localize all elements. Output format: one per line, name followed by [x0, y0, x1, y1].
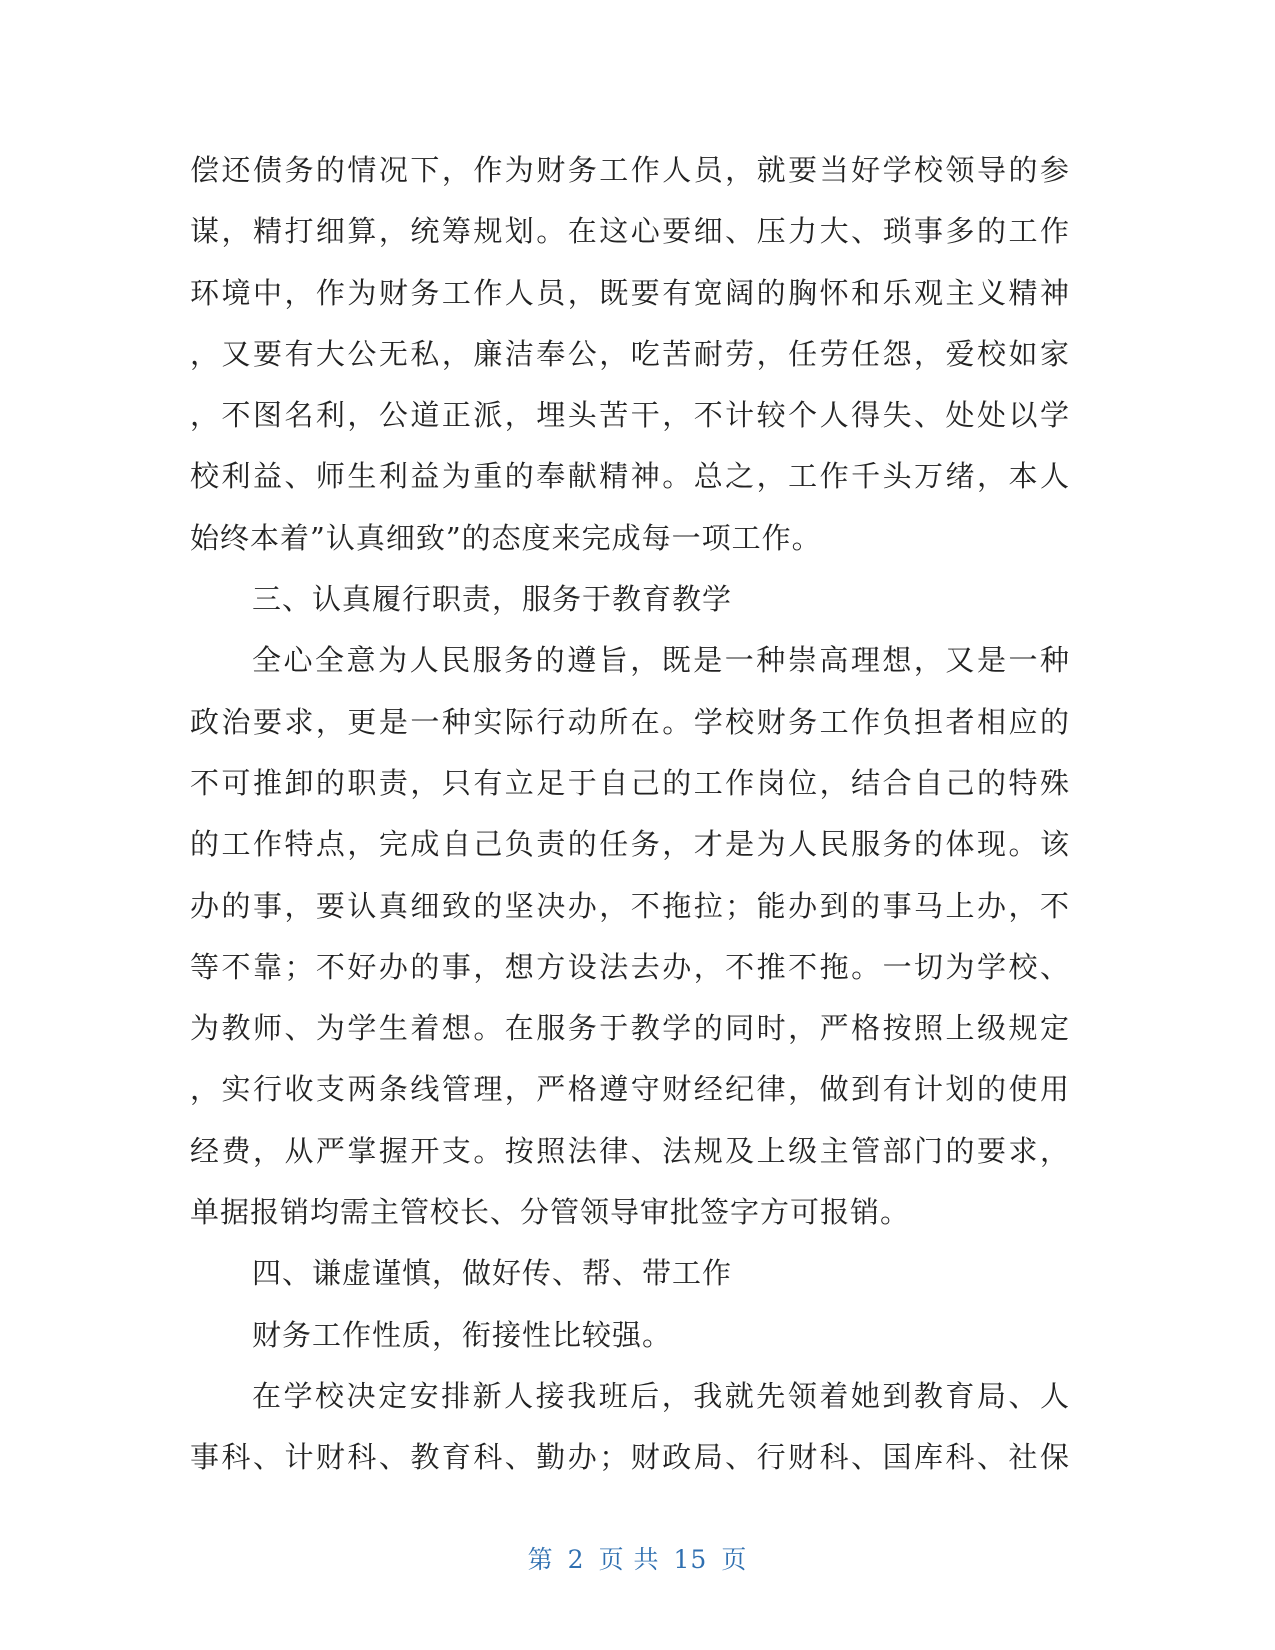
- text-line: 环境中，作为财务工作人员，既要有宽阔的胸怀和乐观主义精神: [190, 275, 1070, 310]
- text-line: 不可推卸的职责，只有立足于自己的工作岗位，结合自己的特殊: [190, 765, 1070, 800]
- document-body: [190, 140, 1070, 1489]
- text-line: 为教师、为学生着想。在服务于教学的同时，严格按照上级规定: [190, 1011, 1070, 1046]
- text-line: 的工作特点，完成自己负责的任务，才是为人民服务的体现。该: [190, 827, 1070, 862]
- text-line: 事科、计财科、教育科、勤办；财政局、行财科、国库科、社保: [190, 1440, 1070, 1475]
- page-label-suffix: 页: [721, 1545, 748, 1574]
- text-line: 偿还债务的情况下，作为财务工作人员，就要当好学校领导的参: [190, 153, 1070, 187]
- text-line: 始终本着”认真细致”的态度来完成每一项工作。: [190, 520, 822, 555]
- text-line: 在学校决定安排新人接我班后，我就先领着她到教育局、人: [252, 1378, 1070, 1413]
- text-line: 办的事，要认真细致的坚决办，不拖拉；能办到的事马上办，不: [190, 888, 1070, 923]
- section-heading: 三、认真履行职责，服务于教育教学: [252, 582, 733, 617]
- text-line: 单据报销均需主管校长、分管领导审批签字方可报销。: [190, 1195, 911, 1230]
- text-line: ，又要有大公无私，廉洁奉公，吃苦耐劳，任劳任怨，爱校如家: [190, 336, 1070, 371]
- page-label-mid: 页 共: [598, 1545, 660, 1574]
- text-line: 谋，精打细算，统筹规划。在这心要细、压力大、琐事多的工作: [190, 214, 1070, 249]
- text-line: 校利益、师生利益为重的奉献精神。总之，工作千头万绪，本人: [190, 459, 1070, 494]
- total-pages-number: 15: [673, 1545, 708, 1574]
- page-footer: [0, 1540, 1275, 1576]
- text-line: 财务工作性质，衔接性比较强。: [252, 1317, 673, 1352]
- text-line: 经费，从严掌握开支。按照法律、法规及上级主管部门的要求，: [190, 1133, 1070, 1168]
- text-line: 全心全意为人民服务的遵旨，既是一种崇高理想，又是一种: [252, 643, 1070, 678]
- text-line: 政治要求，更是一种实际行动所在。学校财务工作负担者相应的: [190, 704, 1070, 739]
- current-page-number: 2: [567, 1545, 585, 1574]
- text-line: 等不靠；不好办的事，想方设法去办，不推不拖。一切为学校、: [190, 949, 1070, 984]
- text-line: ，实行收支两条线管理，严格遵守财经纪律，做到有计划的使用: [190, 1072, 1070, 1107]
- page-label-prefix: 第: [527, 1545, 554, 1574]
- section-heading: 四、谦虚谨慎，做好传、帮、带工作: [252, 1256, 733, 1291]
- text-line: ，不图名利，公道正派，埋头苦干，不计较个人得失、处处以学: [190, 398, 1070, 433]
